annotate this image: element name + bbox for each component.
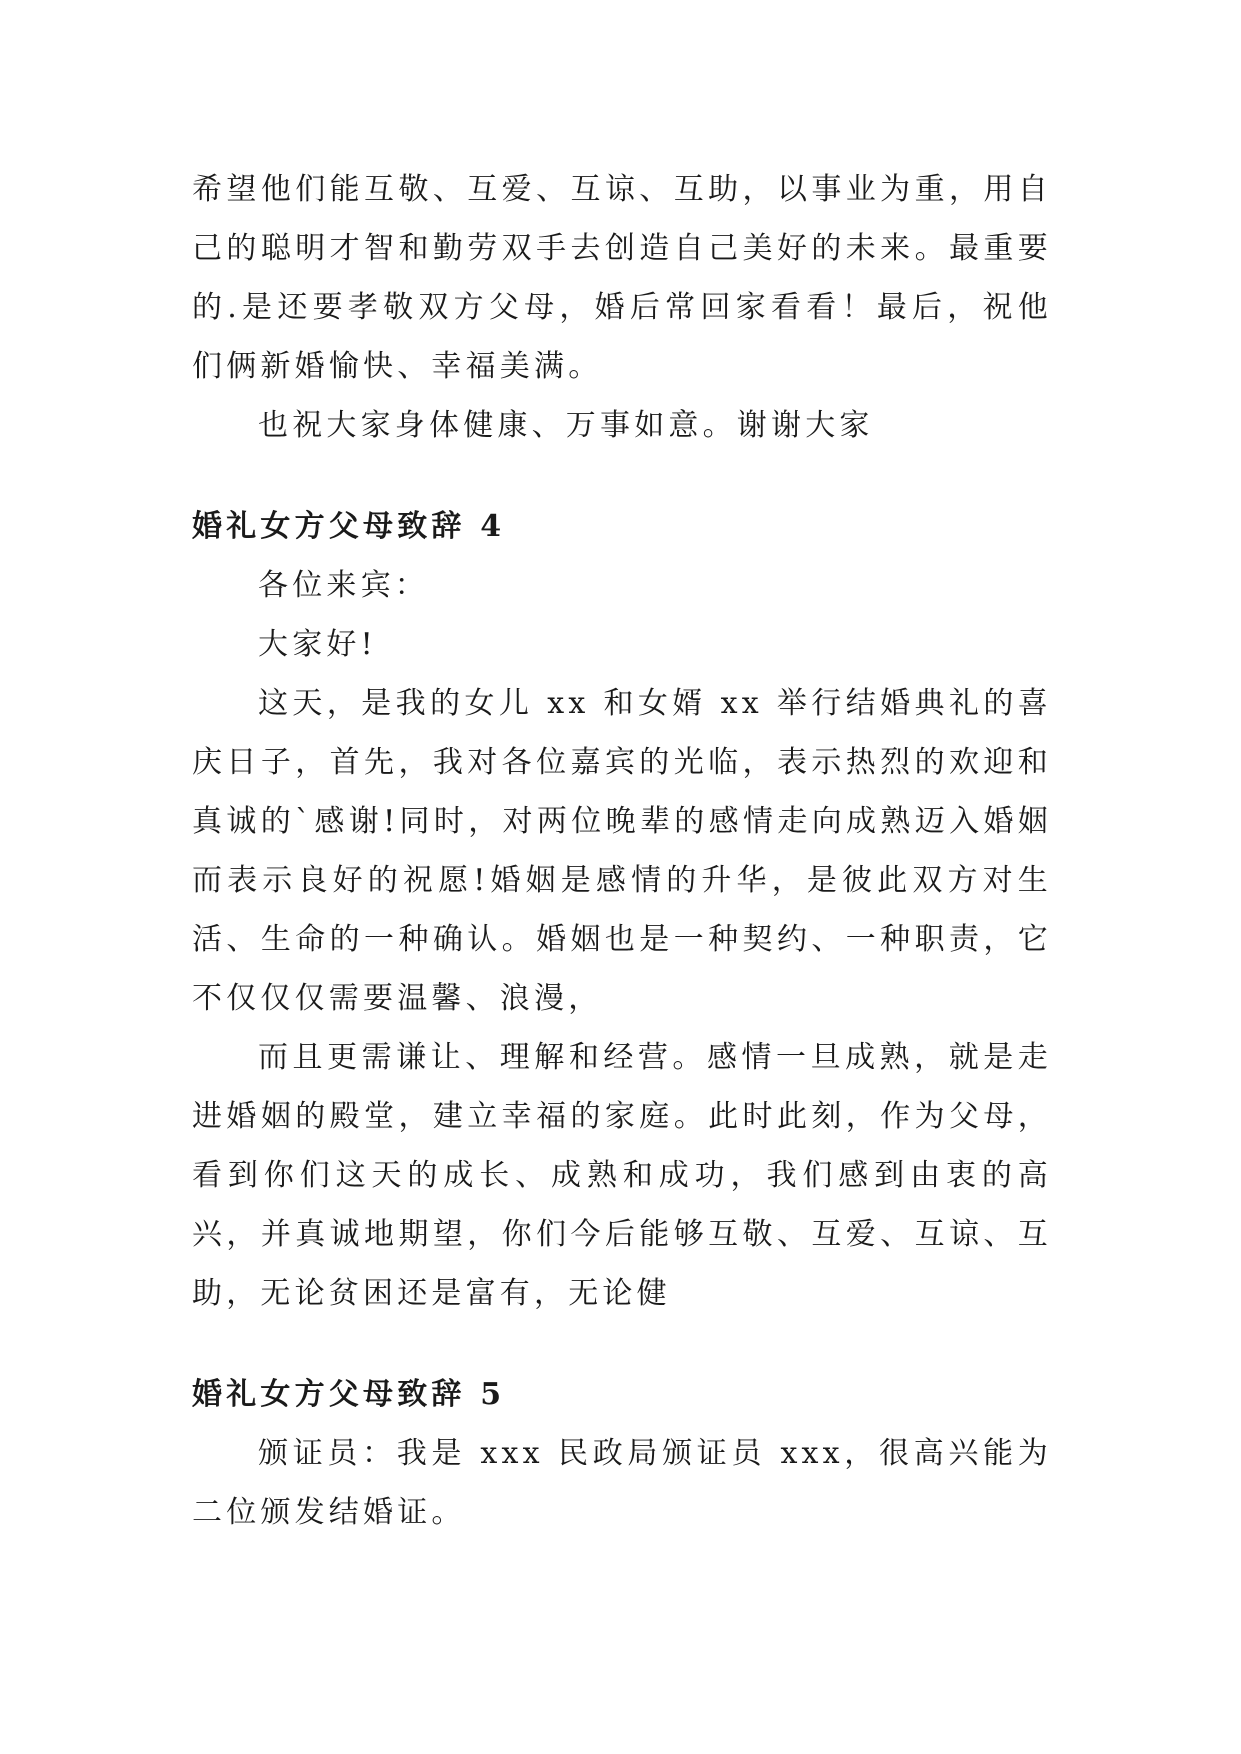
paragraph-marriage: 而且更需谦让、理解和经营。感情一旦成熟，就是走进婚姻的殿堂，建立幸福的家庭。此时此刻，作为父母，看到你们这天的成长、成熟和成功，我们感到由衷的高兴，并真诚地期望，你们今后能够互敬、互爱、互谅、互助，无论贫困还是富有，无论健 [192,1040,1052,1311]
section-heading-5: 婚礼女方父母致辞 5 [192,1377,506,1412]
paragraph-welcome: 这天，是我的女儿 xx 和女婿 xx 举行结婚典礼的喜庆日子，首先，我对各位嘉宾的光临，表示热烈的欢迎和真诚的`感谢!同时，对两位晚辈的感情走向成熟迈入婚姻而表示良好的祝愿!婚姻是感情的升华，是彼此双方对生活、生命的一种确认。婚姻也是一种契约、一种职责，它不仅仅仅需要温馨、浪漫， [192,686,1052,1016]
paragraph-certificate: 颁证员：我是 xxx 民政局颁证员 xxx，很高兴能为二位颁发结婚证。 [192,1436,1052,1530]
paragraph-wishes: 希望他们能互敬、互爱、互谅、互助，以事业为重，用自己的聪明才智和勤劳双手去创造自己美好的未来。最重要的.是还要孝敬双方父母，婚后常回家看看！最后，祝他们俩新婚愉快、幸福美满。 [192,172,1052,384]
paragraph-salutation: 各位来宾： [258,568,429,603]
section-heading-4: 婚礼女方父母致辞 4 [192,509,506,544]
paragraph-blessing: 也祝大家身体健康、万事如意。谢谢大家 [258,408,874,443]
document-page [192,160,1052,1542]
paragraph-greeting: 大家好! [258,627,377,662]
